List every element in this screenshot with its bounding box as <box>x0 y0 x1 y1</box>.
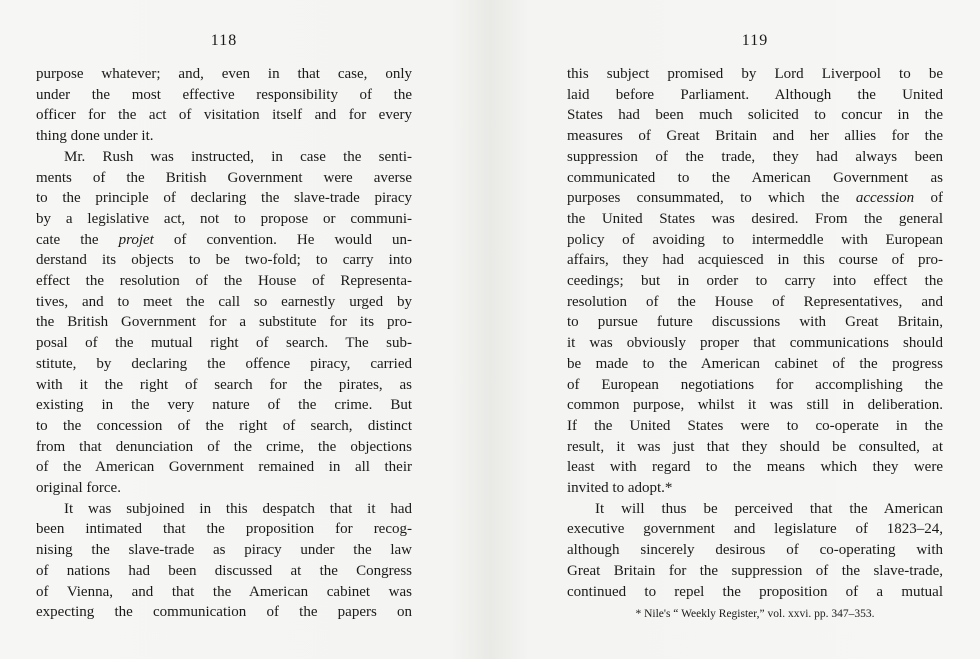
text-line: least with regard to the means which they were <box>567 459 943 476</box>
text-line: invited to adopt.* <box>567 480 673 496</box>
text-line: States had been much solicited to concur in the <box>567 107 943 124</box>
text-line: executive government and legislature of 1823–24, <box>567 521 943 538</box>
text-line: tives, and to meet the call so earnestly urged by <box>36 293 412 310</box>
text-line: effect the resolution of the House of Representa- <box>36 273 412 289</box>
text-line: measures of Great Britain and her allies for the <box>567 128 943 145</box>
text-line: affairs, they had acquiesced in this course of pro- <box>567 252 943 269</box>
text-line: the United States was desired. From the general <box>567 210 943 227</box>
text-line: suppression of the trade, they had always been <box>567 148 943 165</box>
text-line: original force. <box>36 480 121 496</box>
text-line: from that denunciation of the crime, the objections <box>36 438 412 455</box>
text-line: ments of the British Government were averse <box>36 169 412 186</box>
text-line: thing done under it. <box>36 128 154 145</box>
text-line: to the principle of declaring the slave-trade piracy <box>36 190 412 207</box>
text-line: to pursue future discussions with Great Britain, <box>567 314 943 331</box>
text-line: of Vienna, and that the American cabinet was <box>36 583 412 600</box>
text-line: result, it was just that they should be consulted, at <box>567 438 943 455</box>
text-line: policy of avoiding to intermeddle with European <box>567 231 943 248</box>
text-line: although sincerely desirous of co-operating with <box>567 542 943 559</box>
page-number-right: 119 <box>741 32 769 49</box>
text-line: it was obviously proper that communications should <box>567 335 943 352</box>
text-line: nising the slave-trade as piracy under the law <box>36 542 412 559</box>
text-line: the British Government for a substitute for its pro- <box>36 314 412 331</box>
text-line: stitute, by declaring the offence piracy, carried <box>36 355 412 372</box>
text-line: of nations had been discussed at the Congress <box>36 562 412 579</box>
text-line: If the United States were to co-operate in the <box>567 417 943 434</box>
text-line: be made to the American cabinet of the progress <box>567 355 943 372</box>
text-line: It was subjoined in this despatch that it had <box>64 500 412 517</box>
right-page <box>567 0 943 659</box>
page-number-left: 118 <box>210 32 238 49</box>
text-line: this subject promised by Lord Liverpool to be <box>567 66 943 82</box>
text-line: of European negotiations for accomplishing the <box>567 376 943 393</box>
text-line: existing in the very nature of the crime. But <box>36 397 412 414</box>
text-line: with it the right of search for the pirates, as <box>36 376 412 393</box>
text-line: Mr. Rush was instructed, in case the senti- <box>64 148 412 165</box>
text-line: derstand its objects to be two-fold; to carry into <box>36 252 412 269</box>
footnote: * Nile's “ Weekly Register,” vol. xxvi. pp. 347–353. <box>635 608 875 620</box>
text-line: cate the projet of convention. He would un- <box>36 231 412 248</box>
text-line: resolution of the House of Representatives, and <box>567 293 943 310</box>
left-page <box>36 0 412 659</box>
text-line: Great Britain for the suppression of the slave-trade, <box>567 562 943 579</box>
text-line: officer for the act of visitation itself and for every <box>36 107 412 124</box>
text-line: under the most effective responsibility of the <box>36 86 412 103</box>
text-line: expecting the communication of the papers on <box>36 604 412 621</box>
text-line: of the American Government remained in all their <box>36 459 412 476</box>
text-line: posal of the mutual right of search. The sub- <box>36 335 412 352</box>
text-line: purpose whatever; and, even in that case, only <box>36 66 412 82</box>
text-line: laid before Parliament. Although the United <box>567 86 943 103</box>
text-line: to the concession of the right of search, distinct <box>36 417 412 434</box>
text-line: been intimated that the proposition for recog- <box>36 521 412 538</box>
text-line: continued to repel the proposition of a mutual <box>567 583 943 600</box>
text-line: by a legislative act, not to propose or communi- <box>36 210 412 227</box>
text-line: common purpose, whilst it was still in deliberation. <box>567 397 943 414</box>
text-line: ceedings; but in order to carry into effect the <box>567 273 943 289</box>
text-line: purposes consummated, to which the accession of <box>567 190 943 207</box>
text-line: It will thus be perceived that the American <box>595 500 943 517</box>
text-line: communicated to the American Government as <box>567 169 943 186</box>
